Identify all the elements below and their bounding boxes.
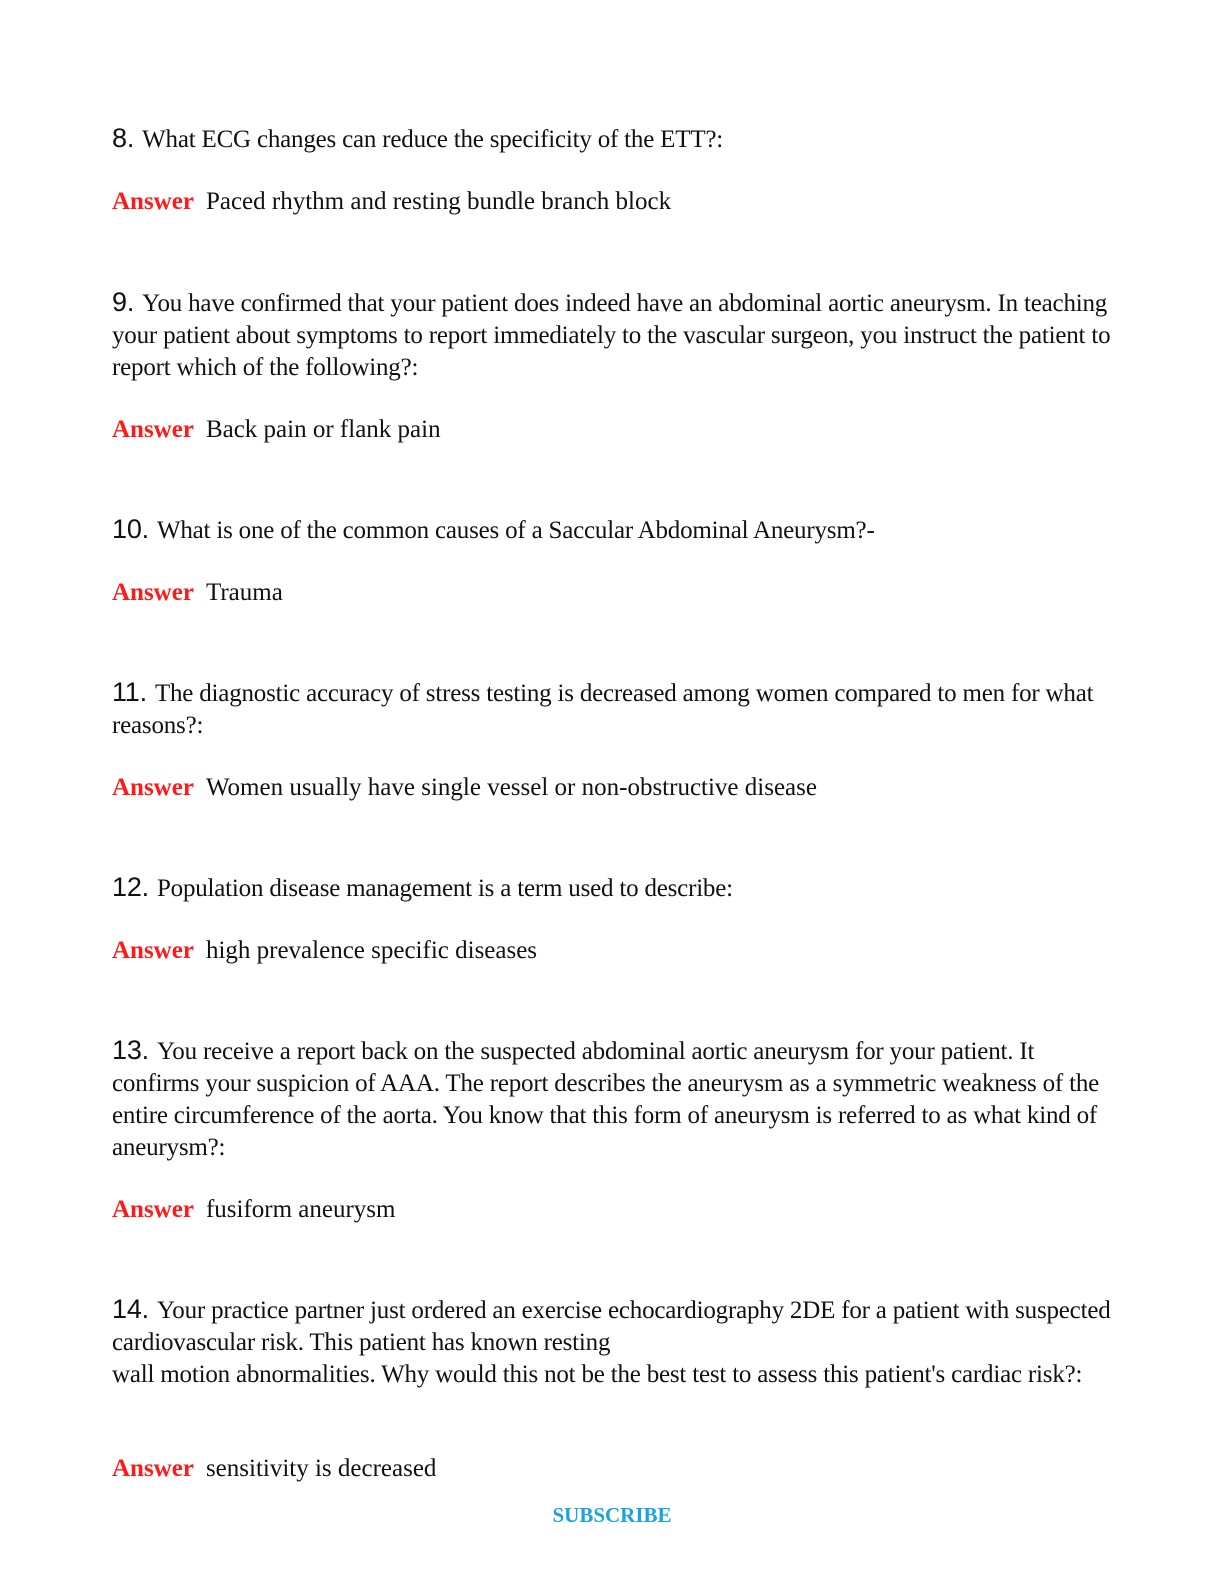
question-number: 11. [112, 677, 147, 707]
qa-item-14 [112, 1293, 1122, 1482]
answer-9 [112, 414, 441, 446]
question-number: 10. [112, 514, 149, 544]
question-13 [112, 1034, 1122, 1164]
answer-label: Answer [112, 1455, 194, 1482]
qa-item-10 [112, 513, 1122, 606]
question-14 [112, 1293, 1122, 1391]
question-number: 14. [112, 1294, 149, 1324]
qa-item-12 [112, 871, 1122, 964]
answer-text: Women usually have single vessel or non-obstructive disease [205, 774, 817, 801]
question-8 [112, 122, 1122, 156]
question-text: The diagnostic accuracy of stress testing is decreased among women compared to men for what reasons?: [112, 680, 1094, 739]
question-10 [112, 513, 1122, 547]
answer-12 [112, 935, 537, 967]
qa-item-11 [112, 676, 1122, 801]
answer-label: Answer [112, 579, 194, 606]
question-text-line-2: wall motion abnormalities. Why would this not be the best test to assess this patient's cardiac risk?: [112, 1361, 1083, 1388]
question-text-line-1: Your practice partner just ordered an exercise echocardiography 2DE for a patient with suspected cardiovascular risk. This patient has known resting [112, 1297, 1111, 1356]
qa-item-13 [112, 1034, 1122, 1223]
question-text: You have confirmed that your patient does indeed have an abdominal aortic aneurysm. In teaching your patient about symptoms to report immediately to the vascular surgeon, you instruct the patient to report which of the following?: [112, 290, 1111, 381]
answer-10 [112, 577, 283, 609]
question-number: 9. [112, 287, 135, 317]
answer-label: Answer [112, 416, 194, 443]
question-number: 12. [112, 872, 149, 902]
question-text: What ECG changes can reduce the specificity of the ETT?: [142, 126, 724, 153]
qa-item-9 [112, 286, 1122, 443]
answer-label: Answer [112, 188, 194, 215]
question-number: 8. [112, 123, 135, 153]
question-text: You receive a report back on the suspected abdominal aortic aneurysm for your patient. It confirms your suspicion of AAA. The report describes the aneurysm as a symmetric weakness of the entire circumference of the aorta. You know that this form of aneurysm is referred to as what kind of aneurysm?: [112, 1038, 1100, 1161]
question-number: 13. [112, 1035, 149, 1065]
answer-text: Paced rhythm and resting bundle branch block [205, 188, 672, 215]
question-12 [112, 871, 1122, 905]
answer-text: sensitivity is decreased [205, 1455, 437, 1482]
answer-text: fusiform aneurysm [205, 1196, 396, 1223]
answer-label: Answer [112, 774, 194, 801]
answer-text: high prevalence specific diseases [205, 937, 538, 964]
answer-label: Answer [112, 1196, 194, 1223]
question-9 [112, 286, 1122, 384]
question-text: Population disease management is a term used to describe: [156, 875, 733, 902]
qa-item-8 [112, 122, 1122, 215]
answer-13 [112, 1194, 395, 1226]
answer-8 [112, 186, 671, 218]
answer-text: Trauma [205, 579, 283, 606]
question-text: What is one of the common causes of a Saccular Abdominal Aneurysm?- [156, 517, 875, 544]
answer-text: Back pain or flank pain [205, 416, 441, 443]
question-11 [112, 676, 1122, 742]
answer-label: Answer [112, 937, 194, 964]
answer-14 [112, 1453, 436, 1485]
subscribe-link[interactable]: SUBSCRIBE [552, 1503, 672, 1527]
answer-11 [112, 772, 817, 804]
